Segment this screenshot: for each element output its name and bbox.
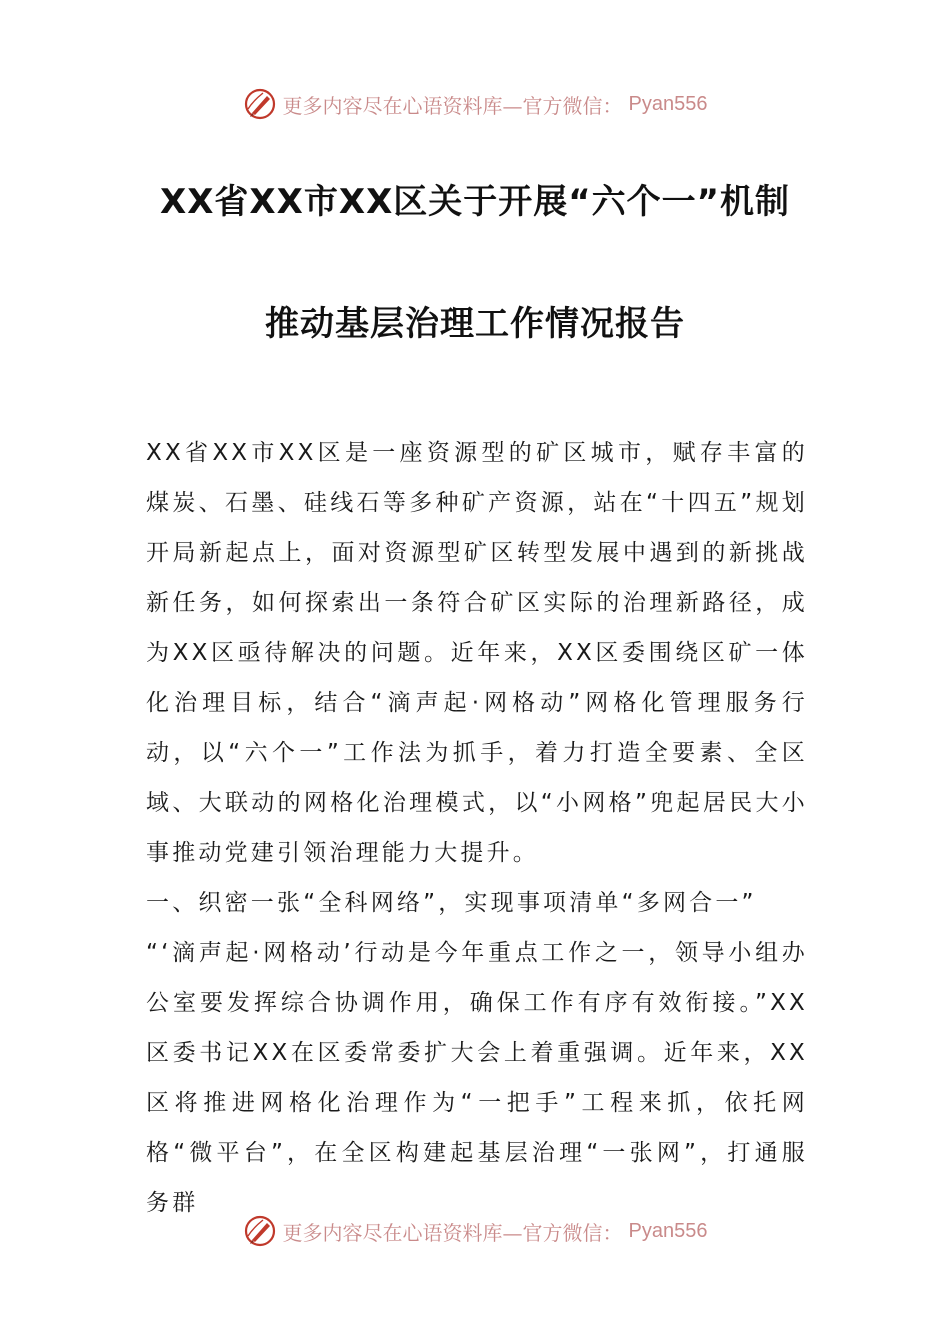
watermark-code: Pyan556 (628, 92, 708, 115)
pen-logo-icon (243, 1214, 277, 1248)
document-title-line2: 推动基层治理工作情况报告 (265, 304, 685, 344)
watermark-text: 更多内容尽在心语资料库—官方微信： (282, 93, 623, 118)
document-body (146, 428, 808, 1228)
section-heading-1: 一、织密一张“全科网络”，实现事项清单“多网合一” (146, 890, 757, 916)
paragraph-section-1: “‘滴声起·网格动’行动是今年重点工作之一，领导小组办公室要发挥综合协调作用，确保工作有序有效衔接。”XX区委书记XX在区委常委扩大会上着重强调。近年来，XX区将推进网格化治理作为“一把手”工程来抓，依托网格“微平台”，在全区构建起基层治理“一张网”，打通服务群 (146, 940, 808, 1216)
watermark-bottom (0, 1211, 950, 1251)
paragraph-intro: XX省XX市XX区是一座资源型的矿区城市，赋存丰富的煤炭、石墨、硅线石等多种矿产资源，站在“十四五”规划开局新起点上，面对资源型矿区转型发展中遇到的新挑战新任务，如何探索出一条符合矿区实际的治理新路径，成为XX区亟待解决的问题。近年来，XX区委围绕区矿一体化治理目标，结合“滴声起·网格动”网格化管理服务行动，以“六个一”工作法为抓手，着力打造全要素、全区域、大联动的网格化治理模式，以“小网格”兜起居民大小事推动党建引领治理能力大提升。 (146, 440, 808, 866)
document-title-line1: XX省XX市XX区关于开展“六个一”机制 (160, 182, 790, 222)
watermark-code: Pyan556 (628, 1219, 708, 1242)
watermark-text: 更多内容尽在心语资料库—官方微信： (282, 1220, 623, 1245)
pen-logo-icon (243, 87, 277, 121)
watermark-top (0, 84, 950, 124)
